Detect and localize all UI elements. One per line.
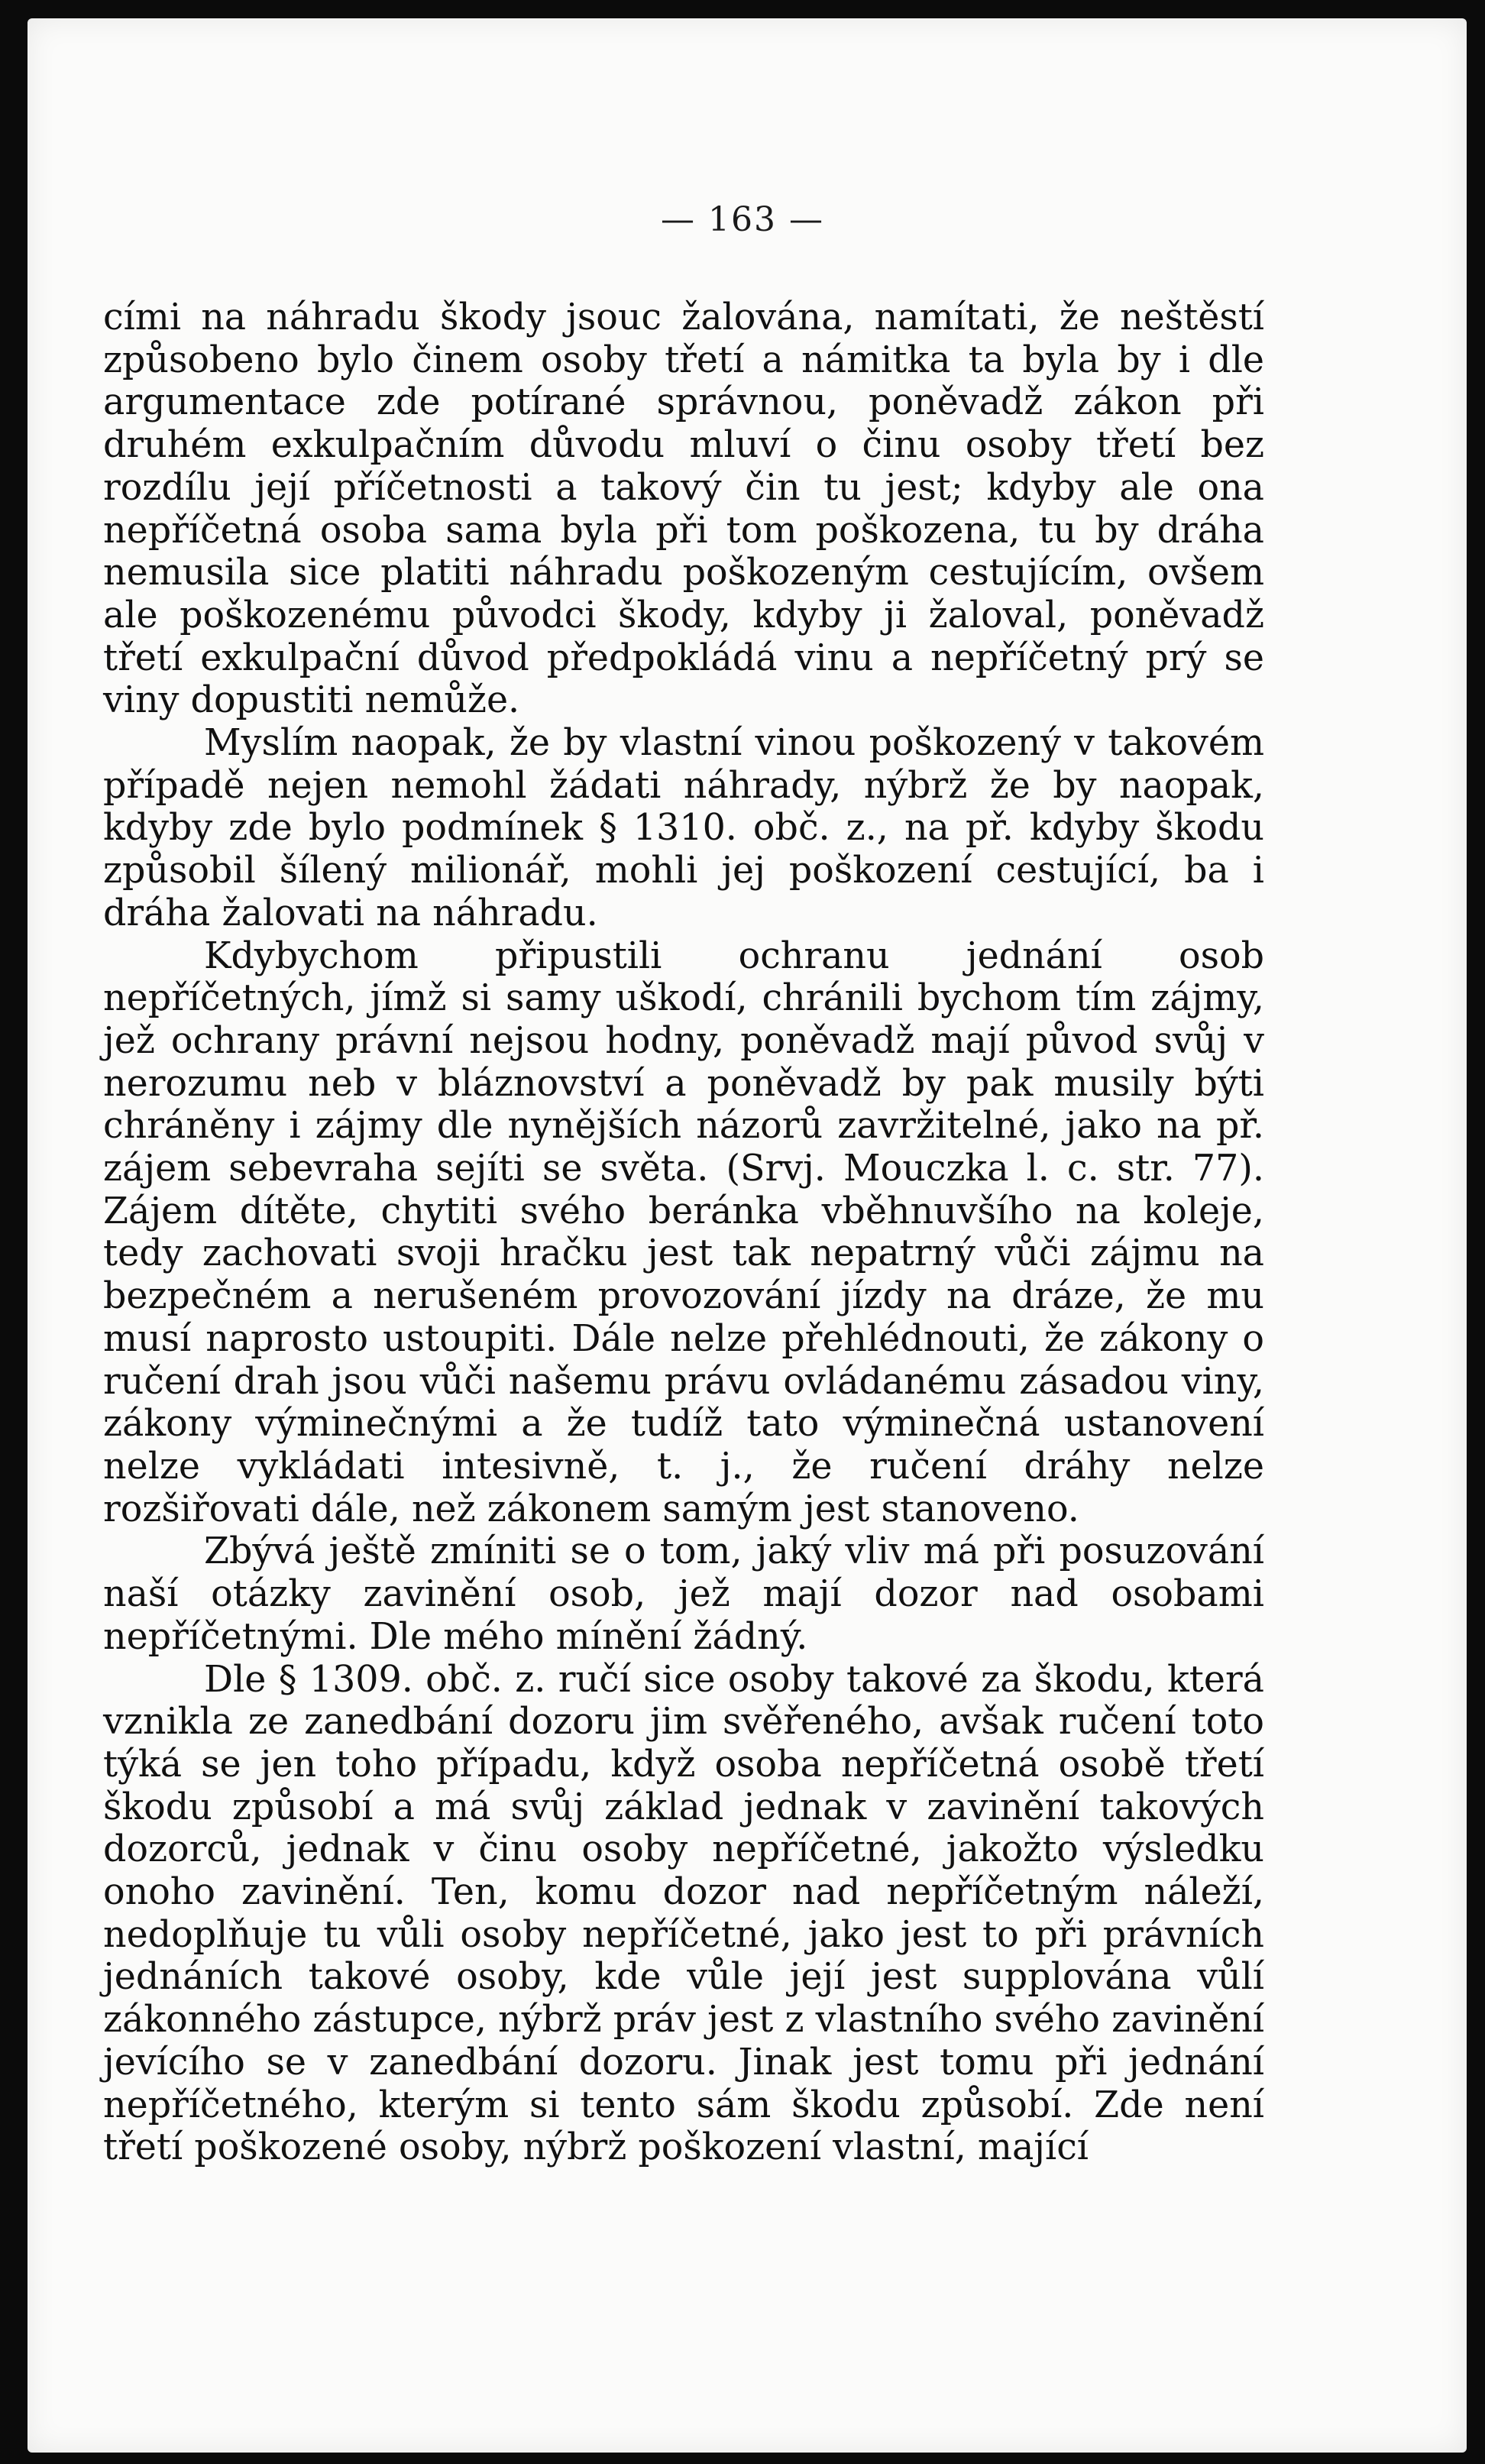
paragraph-1: cími na náhradu škody jsouc žalována, namítati, že neštěstí způsobeno bylo činem osoby třetí a námitka ta byla by i dle argumentace zde potírané správnou, poněvadž zákon při druhém exkulpačním důvodu mluví o činu osoby třetí bez rozdílu její příčetnosti a takový čin tu jest; kdyby ale ona nepříčetná osoba sama byla při tom poškozena, tu by dráha nemusila sice platiti náhradu poškozeným cestujícím, ovšem ale poškozenému původci škody, kdyby ji žaloval, poněvadž třetí exkulpační důvod předpokládá vinu a nepříčetný prý se viny dopustiti nemůže. bbox=[103, 296, 1264, 722]
paragraph-2: Myslím naopak, že by vlastní vinou poškozený v takovém případě nejen nemohl žádati náhrady, nýbrž že by naopak, kdyby zde bylo podmínek § 1310. obč. z., na př. kdyby škodu způsobil šílený milionář, mohli jej poškození cestující, ba i dráha žalovati na náhradu. bbox=[103, 722, 1264, 934]
page-number: — 163 — bbox=[661, 200, 824, 239]
body-text bbox=[103, 296, 1264, 2169]
paragraph-5: Dle § 1309. obč. z. ručí sice osoby takové za škodu, která vznikla ze zanedbání dozoru jim svěřeného, avšak ručení toto týká se jen toho případu, když osoba nepříčetná osobě třetí škodu způsobí a má svůj základ jednak v zavinění takových dozorců, jednak v činu osoby nepříčetné, jakožto výsledku onoho zavinění. Ten, komu dozor nad nepříčetným náleží, nedoplňuje tu vůli osoby nepříčetné, jako jest to při právních jednáních takové osoby, kde vůle její jest supplována vůlí zákonného zástupce, nýbrž práv jest z vlastního svého zavinění jevícího se v zanedbání dozoru. Jinak jest tomu při jednání nepříčetného, kterým si tento sám škodu způsobí. Zde není třetí poškozené osoby, nýbrž poškození vlastní, mající bbox=[103, 1658, 1264, 2169]
paragraph-4: Zbývá ještě zmíniti se o tom, jaký vliv má při posuzování naší otázky zavinění osob, jež mají dozor nad osobami nepříčetnými. Dle mého mínění žádný. bbox=[103, 1530, 1264, 1658]
paragraph-3: Kdybychom připustili ochranu jednání osob nepříčetných, jímž si samy uškodí, chránili bychom tím zájmy, jež ochrany právní nejsou hodny, poněvadž mají původ svůj v nerozumu neb v bláznovství a poněvadž by pak musily býti chráněny i zájmy dle nynějších názorů zavržitelné, jako na př. zájem sebevraha sejíti se světa. (Srvj. Mouczka l. c. str. 77). Zájem dítěte, chytiti svého beránka vběhnuvšího na koleje, tedy zachovati svoji hračku jest tak nepatrný vůči zájmu na bezpečném a nerušeném provozování jízdy na dráze, že mu musí naprosto ustoupiti. Dále nelze přehlédnouti, že zákony o ručení drah jsou vůči našemu právu ovládanému zásadou viny, zákony výminečnými a že tudíž tato výminečná ustanovení nelze vykládati intesivně, t. j., že ručení dráhy nelze rozšiřovati dále, než zákonem samým jest stanoveno. bbox=[103, 934, 1264, 1530]
